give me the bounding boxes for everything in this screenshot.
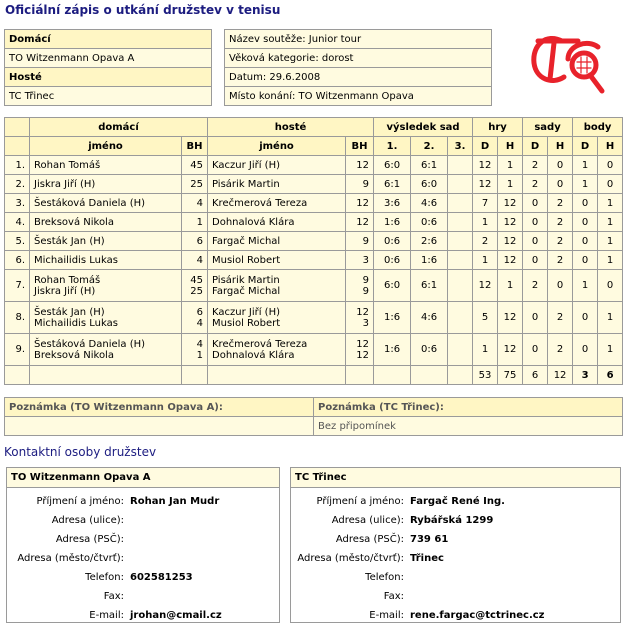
contact-label: Adresa (PSČ): (335, 534, 404, 545)
guest-player-line: Dohnalová Klára (212, 349, 295, 361)
contact-value: Fargač René Ing. (410, 496, 505, 507)
home-team: TO Witzenmann Opava A (5, 49, 212, 68)
guest-player-line: Fargač Michal (212, 235, 281, 247)
stat-sd: 0 (523, 232, 548, 251)
set-score: 0:6 (374, 251, 411, 270)
guest-bh-line: 12 (356, 349, 370, 361)
home-player (30, 302, 182, 334)
match-number: 9. (5, 334, 30, 366)
stat-bh: 1 (598, 334, 623, 366)
stat-bd: 0 (573, 232, 598, 251)
stat-hd: 7 (473, 194, 498, 213)
contact-row (291, 568, 620, 587)
empty-cell (5, 366, 30, 385)
contact-value: jrohan@cmail.cz (130, 610, 222, 621)
total-hd: 53 (473, 366, 498, 385)
set-score (448, 232, 473, 251)
home-player-line: Šestáková Daniela (H) (34, 338, 146, 350)
home-player (30, 251, 182, 270)
venue: Místo konání: TO Witzenmann Opava (225, 87, 492, 106)
contact-label: Adresa (město/čtvrť): (297, 553, 404, 564)
stat-sd: 0 (523, 213, 548, 232)
stat-bd: 0 (573, 251, 598, 270)
contact-details (7, 492, 279, 625)
home-bh (182, 213, 208, 232)
home-bh (182, 251, 208, 270)
header-sets: sady (523, 118, 573, 137)
set-score: 2:6 (411, 232, 448, 251)
match-number: 3. (5, 194, 30, 213)
total-sh: 12 (548, 366, 573, 385)
guest-player-line: Dohnalová Klára (212, 216, 295, 228)
stat-hh: 12 (498, 251, 523, 270)
home-player-line: Rohan Tomáš (34, 159, 101, 171)
note-guest-value: Bez připomínek (314, 417, 623, 436)
set-score: 3:6 (374, 194, 411, 213)
guest-bh (346, 213, 374, 232)
contact-row (7, 606, 279, 625)
home-bh (182, 156, 208, 175)
guest-player-line: Krečmerová Tereza (212, 197, 308, 209)
header-points-h: H (598, 137, 623, 156)
stat-sh: 2 (548, 302, 573, 334)
set-score: 4:6 (411, 194, 448, 213)
contact-box-home (6, 467, 280, 623)
contact-value: rene.fargac@tctrinec.cz (410, 610, 545, 621)
contact-value: Třinec (410, 553, 444, 564)
home-label: Domácí (5, 30, 212, 49)
contact-value (407, 568, 620, 587)
note-guest-label: Poznámka (TC Třinec): (314, 398, 623, 417)
guest-bh (346, 270, 374, 302)
set-score (448, 213, 473, 232)
stat-sd: 2 (523, 175, 548, 194)
stat-bh: 0 (598, 156, 623, 175)
guest-bh-line: 9 (362, 274, 370, 286)
empty-cell (411, 366, 448, 385)
contact-row (291, 492, 620, 511)
header-sets-result: výsledek sad (374, 118, 473, 137)
home-bh-line: 4 (196, 317, 203, 329)
contact-row (7, 587, 279, 606)
stat-hh: 12 (498, 213, 523, 232)
header-set2: 2. (411, 137, 448, 156)
stat-hd: 1 (473, 213, 498, 232)
stat-bd: 0 (573, 334, 598, 366)
set-score: 1:6 (411, 251, 448, 270)
contact-label: Adresa (PSČ): (55, 534, 124, 545)
home-bh-line: 1 (196, 349, 203, 361)
note-home-value (5, 417, 314, 436)
set-score: 6:0 (374, 270, 411, 302)
contact-value (407, 587, 620, 606)
contact-value (127, 530, 279, 549)
header-points: body (573, 118, 623, 137)
contact-team: TO Witzenmann Opava A (7, 468, 279, 488)
guest-player-line: Fargač Michal (212, 285, 281, 297)
header-points-d: D (573, 137, 598, 156)
guest-bh-line: 12 (356, 216, 370, 228)
guest-bh-line: 12 (356, 338, 370, 350)
home-bh-line: 4 (196, 254, 203, 266)
home-bh-line: 25 (190, 178, 203, 190)
guest-bh-line: 3 (362, 317, 370, 329)
stat-bh: 1 (598, 251, 623, 270)
empty-cell (346, 366, 374, 385)
guest-player-line: Pisárik Martin (212, 178, 280, 190)
stat-bh: 1 (598, 302, 623, 334)
home-player-line: Šesták Jan (H) (34, 306, 105, 318)
stat-sh: 0 (548, 156, 573, 175)
contact-row (7, 492, 279, 511)
set-score: 1:6 (374, 302, 411, 334)
stat-hh: 12 (498, 194, 523, 213)
header-home-bh: BH (182, 137, 208, 156)
match-number: 6. (5, 251, 30, 270)
stat-sh: 2 (548, 251, 573, 270)
header-sets-h: H (548, 137, 573, 156)
header-games: hry (473, 118, 523, 137)
set-score (448, 270, 473, 302)
contact-label: E-mail: (369, 610, 404, 621)
guest-team: TC Třinec (5, 87, 212, 106)
contact-row (7, 549, 279, 568)
stat-bd: 1 (573, 270, 598, 302)
guest-bh (346, 194, 374, 213)
home-bh (182, 175, 208, 194)
contact-row (291, 549, 620, 568)
stat-hd: 2 (473, 232, 498, 251)
home-player-line: Breksová Nikola (34, 349, 114, 361)
match-number: 2. (5, 175, 30, 194)
category: Věková kategorie: dorost (225, 49, 492, 68)
empty-cell (208, 366, 346, 385)
home-player-line: Breksová Nikola (34, 216, 114, 228)
match-number: 7. (5, 270, 30, 302)
set-score: 6:1 (411, 270, 448, 302)
header-guest-name: jméno (208, 137, 346, 156)
guest-player (208, 251, 346, 270)
stat-bd: 1 (573, 156, 598, 175)
home-bh-line: 25 (190, 285, 203, 297)
contact-row (7, 511, 279, 530)
header-home: domácí (30, 118, 208, 137)
contact-value: 602581253 (130, 572, 193, 583)
stat-sd: 0 (523, 302, 548, 334)
set-score: 0:6 (411, 213, 448, 232)
guest-bh-line: 9 (362, 285, 370, 297)
notes-table (4, 397, 623, 436)
guest-player (208, 232, 346, 251)
header-home-name: jméno (30, 137, 182, 156)
home-player (30, 175, 182, 194)
contact-label: Telefon: (85, 572, 124, 583)
contact-value (127, 549, 279, 568)
stat-hd: 1 (473, 334, 498, 366)
home-bh-line: 45 (190, 159, 203, 171)
guest-player-line: Pisárik Martin (212, 274, 280, 286)
contact-label: Adresa (město/čtvrť): (17, 553, 124, 564)
contact-label: E-mail: (89, 610, 124, 621)
home-player-line: Rohan Tomáš (34, 274, 101, 286)
contact-value (127, 511, 279, 530)
home-bh-line: 45 (190, 274, 203, 286)
table-row (5, 302, 623, 334)
set-score (448, 175, 473, 194)
match-info-table (224, 29, 492, 106)
contact-label: Adresa (ulice): (51, 515, 124, 526)
header-sets-d: D (523, 137, 548, 156)
total-hh: 75 (498, 366, 523, 385)
stat-bd: 0 (573, 213, 598, 232)
page-title: Oficiální zápis o utkání družstev v tenisu (5, 3, 281, 17)
home-bh (182, 302, 208, 334)
set-score: 6:1 (374, 175, 411, 194)
home-bh-line: 1 (196, 216, 203, 228)
stat-sd: 2 (523, 270, 548, 302)
table-row (5, 175, 623, 194)
home-player (30, 232, 182, 251)
stat-sh: 2 (548, 232, 573, 251)
guest-player (208, 175, 346, 194)
home-player-line: Jiskra Jiří (H) (34, 285, 96, 297)
guest-bh-line: 12 (356, 197, 370, 209)
stat-hd: 12 (473, 175, 498, 194)
set-score: 6:0 (374, 156, 411, 175)
total-bd: 3 (573, 366, 598, 385)
match-number: 5. (5, 232, 30, 251)
contact-team: TC Třinec (291, 468, 620, 488)
guest-bh-line: 9 (362, 235, 370, 247)
stat-sd: 0 (523, 251, 548, 270)
set-score (448, 302, 473, 334)
stat-hh: 1 (498, 270, 523, 302)
guest-player-line: Musiol Robert (212, 254, 281, 266)
guest-player (208, 194, 346, 213)
home-bh (182, 194, 208, 213)
guest-player (208, 270, 346, 302)
stat-bd: 0 (573, 302, 598, 334)
stat-bd: 0 (573, 194, 598, 213)
contact-value: Rybářská 1299 (410, 515, 494, 526)
header-guest: hosté (208, 118, 374, 137)
total-sd: 6 (523, 366, 548, 385)
guest-player (208, 156, 346, 175)
match-number: 4. (5, 213, 30, 232)
home-player-line: Jiskra Jiří (H) (34, 178, 96, 190)
teams-table (4, 29, 212, 106)
stat-sh: 0 (548, 270, 573, 302)
set-score: 6:1 (411, 156, 448, 175)
guest-player (208, 213, 346, 232)
table-row (5, 156, 623, 175)
contact-row (7, 568, 279, 587)
stat-hd: 12 (473, 156, 498, 175)
stat-bh: 1 (598, 232, 623, 251)
contact-details (291, 492, 620, 625)
header-set3: 3. (448, 137, 473, 156)
guest-bh-line: 12 (356, 159, 370, 171)
stat-bh: 1 (598, 213, 623, 232)
contact-row (291, 587, 620, 606)
set-score: 6:0 (411, 175, 448, 194)
home-player (30, 213, 182, 232)
contact-row (291, 530, 620, 549)
set-score (448, 251, 473, 270)
contact-row (291, 511, 620, 530)
contact-label: Fax: (103, 591, 124, 602)
table-row (5, 232, 623, 251)
empty-cell (30, 366, 182, 385)
contact-row (291, 606, 620, 625)
table-row (5, 213, 623, 232)
home-player-line: Michailidis Lukas (34, 254, 118, 266)
header-set1: 1. (374, 137, 411, 156)
guest-bh-line: 12 (356, 306, 370, 318)
stat-hh: 1 (498, 156, 523, 175)
empty-cell (374, 366, 411, 385)
stat-bh: 0 (598, 175, 623, 194)
guest-player-line: Krečmerová Tereza (212, 338, 308, 350)
set-score: 0:6 (411, 334, 448, 366)
stat-hh: 1 (498, 175, 523, 194)
home-bh-line: 4 (196, 197, 203, 209)
contact-label: Fax: (383, 591, 404, 602)
table-row (5, 194, 623, 213)
stat-sd: 2 (523, 156, 548, 175)
totals-row (5, 366, 623, 385)
stat-sh: 0 (548, 175, 573, 194)
table-row (5, 334, 623, 366)
home-player (30, 270, 182, 302)
stat-hd: 1 (473, 251, 498, 270)
guest-bh-line: 9 (362, 178, 370, 190)
stat-bd: 1 (573, 175, 598, 194)
guest-player (208, 334, 346, 366)
home-bh-line: 6 (196, 306, 203, 318)
note-home-label: Poznámka (TO Witzenmann Opava A): (5, 398, 314, 417)
guest-bh (346, 334, 374, 366)
header-games-h: H (498, 137, 523, 156)
home-bh (182, 334, 208, 366)
home-bh-line: 4 (196, 338, 203, 350)
set-score (448, 194, 473, 213)
set-score (448, 334, 473, 366)
stat-sh: 2 (548, 334, 573, 366)
tc-logo-icon (528, 31, 606, 95)
guest-bh (346, 175, 374, 194)
home-player (30, 334, 182, 366)
stat-sh: 2 (548, 213, 573, 232)
competition: Název soutěže: Junior tour (225, 30, 492, 49)
contact-box-guest (290, 467, 621, 623)
stat-hh: 12 (498, 302, 523, 334)
guest-bh (346, 232, 374, 251)
match-number: 8. (5, 302, 30, 334)
home-bh-line: 6 (196, 235, 203, 247)
table-row (5, 251, 623, 270)
stat-sd: 0 (523, 334, 548, 366)
set-score (448, 156, 473, 175)
contact-label: Příjmení a jméno: (36, 496, 124, 507)
contact-value: Rohan Jan Mudr (130, 496, 220, 507)
guest-bh-line: 3 (362, 254, 370, 266)
set-score: 1:6 (374, 334, 411, 366)
empty-cell (182, 366, 208, 385)
contact-label: Příjmení a jméno: (316, 496, 404, 507)
stat-sh: 2 (548, 194, 573, 213)
stat-hh: 12 (498, 232, 523, 251)
guest-player-line: Kaczur Jiří (H) (212, 306, 281, 318)
contact-value (127, 587, 279, 606)
guest-bh (346, 156, 374, 175)
header-guest-bh: BH (346, 137, 374, 156)
guest-player-line: Musiol Robert (212, 317, 281, 329)
home-bh (182, 232, 208, 251)
header-games-d: D (473, 137, 498, 156)
home-bh (182, 270, 208, 302)
total-bh: 6 (598, 366, 623, 385)
table-row (5, 270, 623, 302)
guest-label: Hosté (5, 68, 212, 87)
home-player-line: Michailidis Lukas (34, 317, 118, 329)
stat-hd: 12 (473, 270, 498, 302)
contacts-title: Kontaktní osoby družstev (4, 445, 157, 459)
stat-hd: 5 (473, 302, 498, 334)
stat-bh: 0 (598, 270, 623, 302)
contact-label: Adresa (ulice): (331, 515, 404, 526)
date: Datum: 29.6.2008 (225, 68, 492, 87)
guest-bh (346, 302, 374, 334)
guest-bh (346, 251, 374, 270)
stat-sd: 0 (523, 194, 548, 213)
contact-label: Telefon: (365, 572, 404, 583)
match-number: 1. (5, 156, 30, 175)
set-score: 0:6 (374, 232, 411, 251)
home-player (30, 156, 182, 175)
set-score: 1:6 (374, 213, 411, 232)
stat-bh: 1 (598, 194, 623, 213)
stat-hh: 12 (498, 334, 523, 366)
results-table (4, 117, 623, 385)
set-score: 4:6 (411, 302, 448, 334)
guest-player (208, 302, 346, 334)
contact-value: 739 61 (410, 534, 449, 545)
home-player-line: Šestáková Daniela (H) (34, 197, 146, 209)
empty-cell (448, 366, 473, 385)
home-player (30, 194, 182, 213)
contact-row (7, 530, 279, 549)
guest-player-line: Kaczur Jiří (H) (212, 159, 281, 171)
home-player-line: Šesták Jan (H) (34, 235, 105, 247)
